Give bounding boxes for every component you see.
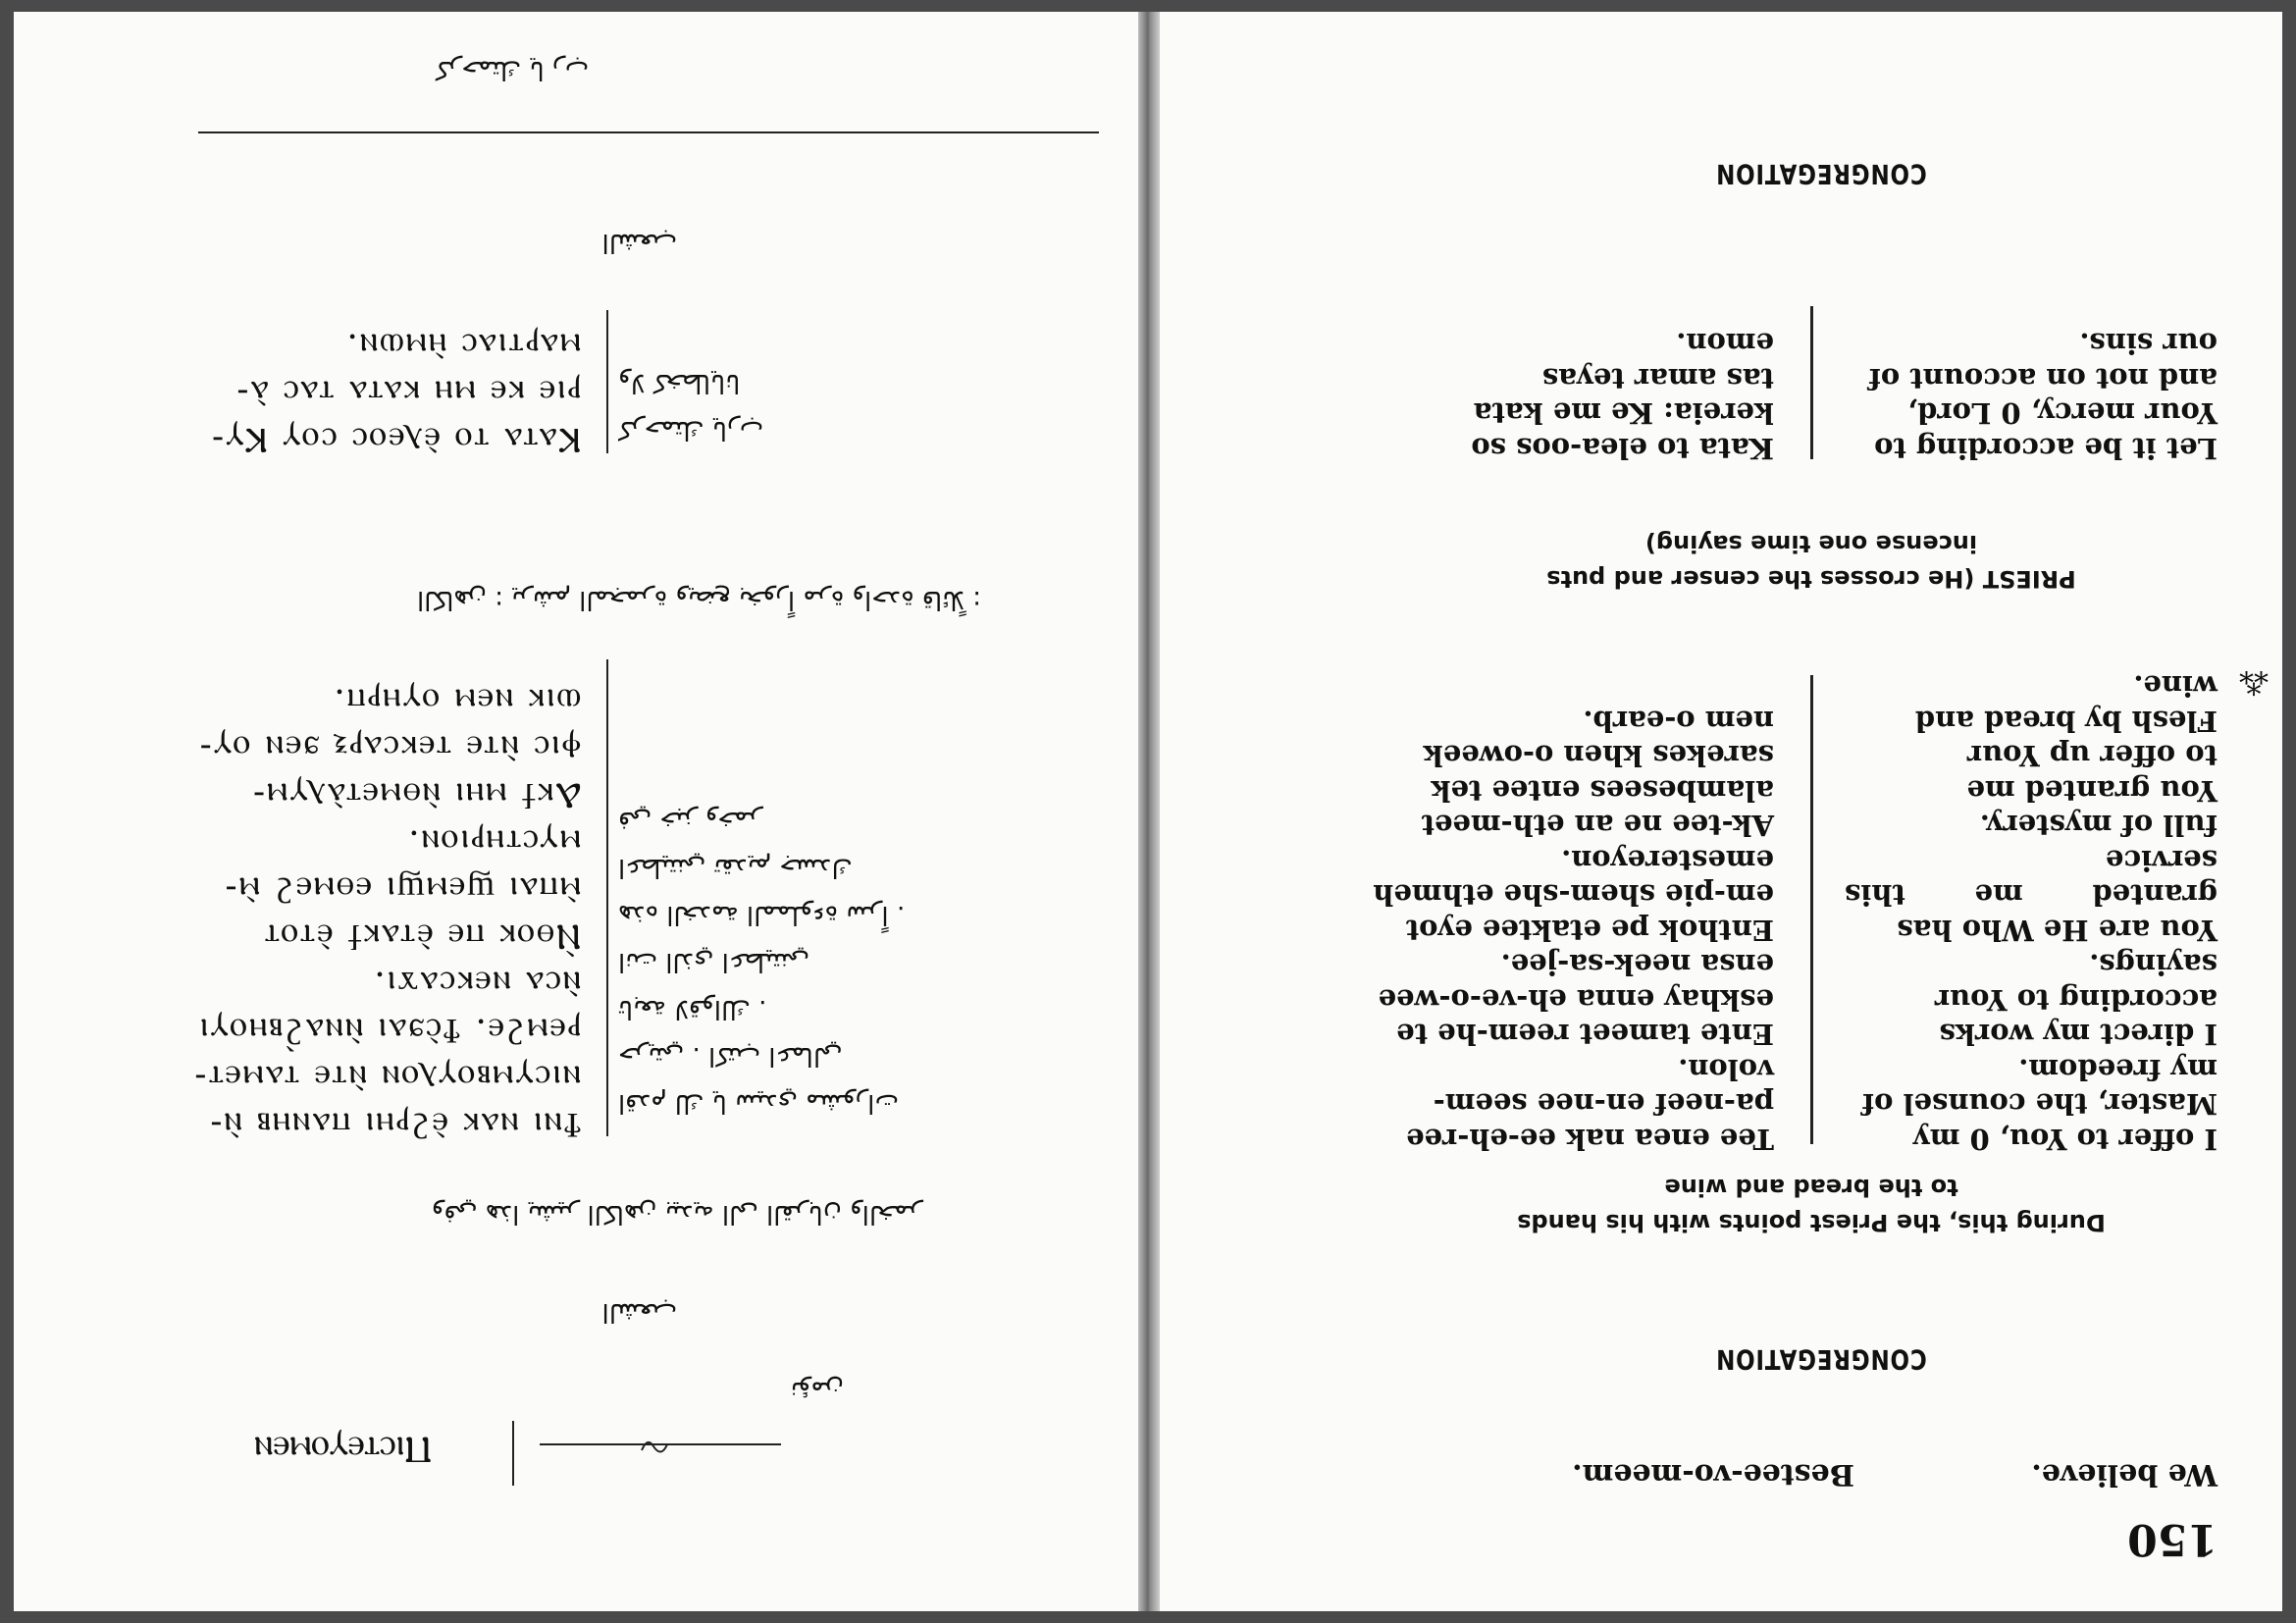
- coptic-block-2: Ⲕⲁⲧⲁ ⲧⲟ ⲉ̀ⲗⲉⲟⲥ ⲥⲟⲩ Ⲕⲩ- ⲣⲓⲉ ⲕⲉ ⲙⲏ ⲕⲁⲧⲁ ⲧⲁⲥ ⲁ̀- ⲙⲁⲣⲧⲓⲁⲥ ⲏ̀ⲙⲱⲛ.: [209, 326, 581, 460]
- arabic-rubric-censer: الكاهن : يرشم المجمرة ويضع بخوراً مرة واحدة قائلاً :: [417, 585, 981, 614]
- page-number: 150: [2127, 1514, 2218, 1564]
- page-150: [1160, 12, 2282, 1611]
- rubric-priest-censer: PRIEST (He crosses the censer and puts incense one time saying): [1546, 530, 2076, 593]
- arabic-label-people: الشعب: [601, 1297, 677, 1327]
- column-divider: [606, 659, 608, 1136]
- arabic-block-2: كرحمتك يارب ولا كخطايانا: [618, 368, 764, 445]
- transliteration-column-2: Kata to elea-oos so kereia: Ke me kata tas amar teyas emon.: [1471, 327, 1774, 465]
- arabic-block-1: اقدم لك يا سيدي مشورات حريتي . اكتب اعمالي تابعة لاقوالك . انت الذي اعطيتني هذه الخدمة المملوءة سراً . اعطيتني تقديم جسدك في خبز وخمر: [618, 806, 906, 1118]
- asterism-mark: ⁂: [2239, 664, 2269, 699]
- arabic-label-people: الشعب: [601, 228, 677, 257]
- english-column-2: Let it be according to Your mercy, 0 Lord, and not on account of our sins.: [1868, 327, 2218, 465]
- transliteration-column-1: Tee enea nak ee-eh-ree pa-neef en-nee seem- volon. Ente tameet reem-he te eskhay enna eh-ve-o-wee ensa neek-sa-jee. Enthok pe etaktee eyot em-pie shem-she ethmeh emestereyon. Ak-tee ne an eth-meet alambesees entee tek sarekes khen o-oweek nem o-earb.: [1373, 705, 1774, 1156]
- header-line: [1354, 1457, 2218, 1492]
- flourish-ornament: [534, 1435, 785, 1464]
- page-151: [14, 12, 1138, 1611]
- congregation-heading: CONGREGATION: [1715, 1343, 1927, 1376]
- arabic-footer: كرحمتك يا رب: [435, 55, 589, 84]
- header-transliteration: Bestee-vo-meem.: [1572, 1457, 1854, 1492]
- arabic-title: نؤمن: [790, 1376, 844, 1405]
- title-divider: [512, 1421, 514, 1486]
- header-english: We believe.: [2031, 1457, 2218, 1492]
- column-divider: [606, 310, 608, 453]
- column-divider: [1810, 306, 1813, 459]
- coptic-title: Ⲡⲓⲥⲧⲉⲩⲟⲙⲉⲛ: [254, 1429, 432, 1472]
- book-gutter: [1138, 12, 1160, 1611]
- column-divider: [1810, 675, 1813, 1144]
- bottom-rule: [198, 131, 1099, 133]
- arabic-rubric-priest-points: وفي هذا يشير الكاهن بيديه الى القربان والخمر: [431, 1199, 922, 1229]
- congregation-heading: CONGREGATION: [1715, 158, 1927, 190]
- rubric-priest-points: During this, the Priest points with his hands to the bread and wine: [1517, 1174, 2106, 1236]
- coptic-block-1: Ϯⲛⲓ ⲛⲁⲕ ⲉ̀ϩⲣⲏⲓ ⲡⲁⲛⲏⲃ ⲛ̀- ⲛⲓⲥⲩⲙⲃⲟⲩⲗⲟⲛ ⲛ̀ⲧⲉ ⲧⲁⲙⲉⲧ- ⲣⲉⲙϩⲉ. Ϯⲥ̀ϧⲁⲓ ⲛ̀ⲛⲁϩ̀ⲃⲏⲟⲩⲓ ⲛ̀ⲥⲁ ⲛⲉⲕⲥⲁϫⲓ. Ⲛ̀ⲑⲟⲕ ⲡⲉ ⲉ̀ⲧⲁⲕϯ ⲉ̀ⲧⲟⲧ ⲙ̀ⲡⲁⲓ ϣⲉⲙϣⲓ ⲉⲑⲙⲉϩ ⲙ̀- ⲙⲩⲥⲧⲏⲣⲓⲟⲛ. Ⲁⲕϯ ⲙⲏⲓ ⲛ̀ⲑⲙⲉⲧⲁ̀ⲗⲩⲙ- ⲫⲓⲥ ⲛ̀ⲧⲉ ⲧⲉⲕⲥⲁⲣⲝ ϧⲉⲛ ⲟⲩ- ⲱⲓⲕ ⲛⲉⲙ ⲟⲩⲏⲣⲡ.: [192, 681, 581, 1145]
- english-column-1: I offer to You, 0 my Master, the counsel of my freedom. I direct my works according to Your sayings. You are He Who has granted me this service full of mystery. You granted me to offer up Your Flesh by bread and wine.: [1845, 669, 2218, 1156]
